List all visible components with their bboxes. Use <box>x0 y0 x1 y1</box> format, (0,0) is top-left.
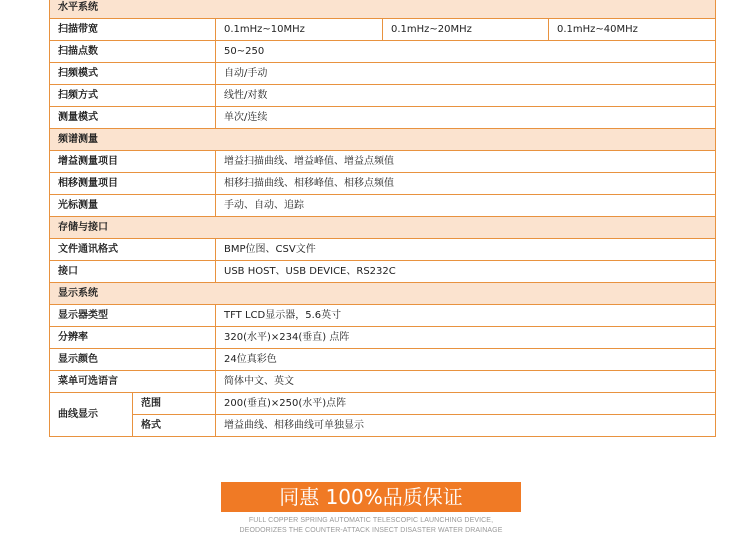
cell-value: 增益曲线、相移曲线可单独显示 <box>216 415 716 437</box>
table-row <box>50 239 716 261</box>
table-row <box>50 63 716 85</box>
row-label: 扫描带宽 <box>50 19 216 41</box>
cell-value: 0.1mHz~10MHz <box>216 19 383 41</box>
cell-value: 200(垂直)×250(水平)点阵 <box>216 393 716 415</box>
quality-banner: 同惠 100%品质保证 <box>221 482 521 512</box>
cell-value: 24位真彩色 <box>216 349 716 371</box>
cell-value: 50~250 <box>216 41 716 63</box>
row-label: 扫频方式 <box>50 85 216 107</box>
cell-value: 相移扫描曲线、相移峰值、相移点频值 <box>216 173 716 195</box>
row-label: 相移测量项目 <box>50 173 216 195</box>
cell-value: TFT LCD显示器，5.6英寸 <box>216 305 716 327</box>
cell-value: 线性/对数 <box>216 85 716 107</box>
banner-subtext-line2: DEODORIZES THE COUNTER-ATTACK INSECT DISASTER WATER DRAINAGE <box>239 527 503 534</box>
table-row <box>50 19 716 41</box>
section-title: 存储与接口 <box>50 217 716 239</box>
table-row <box>50 305 716 327</box>
table-row <box>50 85 716 107</box>
section-title: 水平系统 <box>50 0 716 19</box>
row-label: 测量模式 <box>50 107 216 129</box>
cell-value: 单次/连续 <box>216 107 716 129</box>
cell-value: 自动/手动 <box>216 63 716 85</box>
row-label: 扫频模式 <box>50 63 216 85</box>
row-label: 菜单可选语言 <box>50 371 216 393</box>
row-label: 文件通讯格式 <box>50 239 216 261</box>
cell-value: USB HOST、USB DEVICE、RS232C <box>216 261 716 283</box>
banner-subtext-line1: FULL COPPER SPRING AUTOMATIC TELESCOPIC LAUNCHING DEVICE, <box>248 517 494 524</box>
cell-value: 0.1mHz~40MHz <box>549 19 716 41</box>
table-row <box>50 151 716 173</box>
cell-value: 手动、自动、追踪 <box>216 195 716 217</box>
table-row <box>50 371 716 393</box>
row-label: 显示器类型 <box>50 305 216 327</box>
table-row <box>50 415 716 437</box>
table-row <box>50 107 716 129</box>
section-title: 显示系统 <box>50 283 716 305</box>
row-label: 分辨率 <box>50 327 216 349</box>
cell-value: 0.1mHz~20MHz <box>383 19 549 41</box>
row-label: 显示颜色 <box>50 349 216 371</box>
cell-value: 增益扫描曲线、增益峰值、增益点频值 <box>216 151 716 173</box>
table-row <box>50 327 716 349</box>
table-row <box>50 41 716 63</box>
table-row <box>50 393 716 415</box>
cell-value: 简体中文、英文 <box>216 371 716 393</box>
section-row-spectrum <box>50 129 716 151</box>
table-row <box>50 349 716 371</box>
row-label: 光标测量 <box>50 195 216 217</box>
row-label: 曲线显示 <box>50 393 133 437</box>
row-label: 扫描点数 <box>50 41 216 63</box>
cell-value: BMP位图、CSV文件 <box>216 239 716 261</box>
section-row-display <box>50 283 716 305</box>
table-row <box>50 261 716 283</box>
cell-value: 320(水平)×234(垂直) 点阵 <box>216 327 716 349</box>
section-row-horizontal <box>50 0 716 19</box>
spec-table <box>49 0 716 437</box>
table-row <box>50 173 716 195</box>
row-label: 接口 <box>50 261 216 283</box>
sub-label: 格式 <box>133 415 216 437</box>
row-label: 增益测量项目 <box>50 151 216 173</box>
section-row-storage <box>50 217 716 239</box>
table-row <box>50 195 716 217</box>
sub-label: 范围 <box>133 393 216 415</box>
section-title: 频谱测量 <box>50 129 716 151</box>
